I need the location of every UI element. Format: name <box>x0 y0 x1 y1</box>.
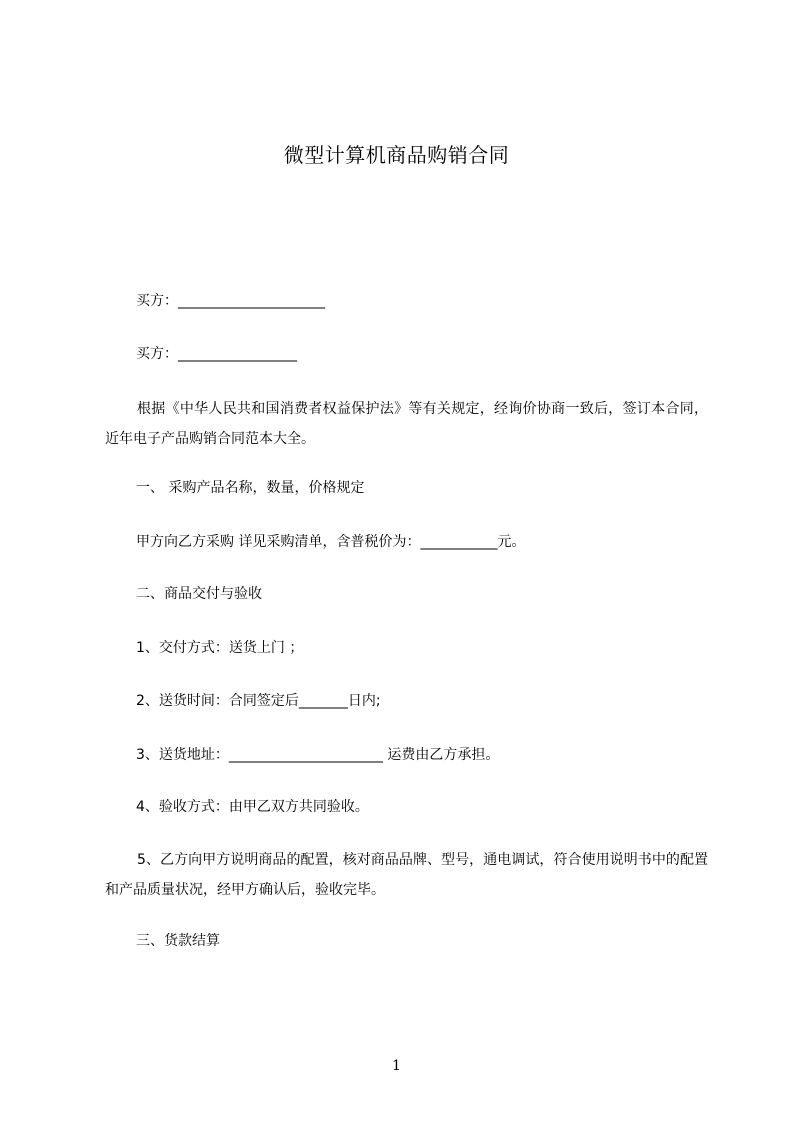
section-3-heading: 三、货款结算 <box>136 933 220 949</box>
page-number: 1 <box>392 1058 401 1074</box>
clause-delivery-method: 1、交付方式：送货上门 ； <box>136 640 304 656</box>
purchase-price-line: 甲方向乙方采购 详见采购清单，含普税价为：___________元。 <box>136 534 526 550</box>
section-2-heading: 二、商品交付与验收 <box>136 586 262 602</box>
clause-delivery-address: 3、送货地址：______________________ 运费由乙方承担。 <box>136 747 500 763</box>
intro-paragraph: 根据《中华人民共和国消费者权益保护法》等有关规定，经询价协商一致后，签订本合同，近年电子产品购销合同范本大全。 <box>105 401 708 447</box>
buyer-line-1: 买方：_____________________ <box>136 293 325 309</box>
clause-delivery-time: 2、送货时间：合同签定后_______日内; <box>136 693 381 709</box>
clause-configuration-check: 5、乙方向甲方说明商品的配置，核对商品品牌、型号，通电调试，符合使用说明书中的配置和产品质量状况，经甲方确认后，验收完毕。 <box>105 852 708 898</box>
document-title: 微型计算机商品购销合同 <box>283 143 510 167</box>
clause-acceptance-method: 4、验收方式：由甲乙双方共同验收。 <box>136 799 369 815</box>
buyer-line-2: 买方：_________________ <box>136 346 297 362</box>
section-1-heading: 一、 采购产品名称，数量，价格规定 <box>136 480 365 496</box>
